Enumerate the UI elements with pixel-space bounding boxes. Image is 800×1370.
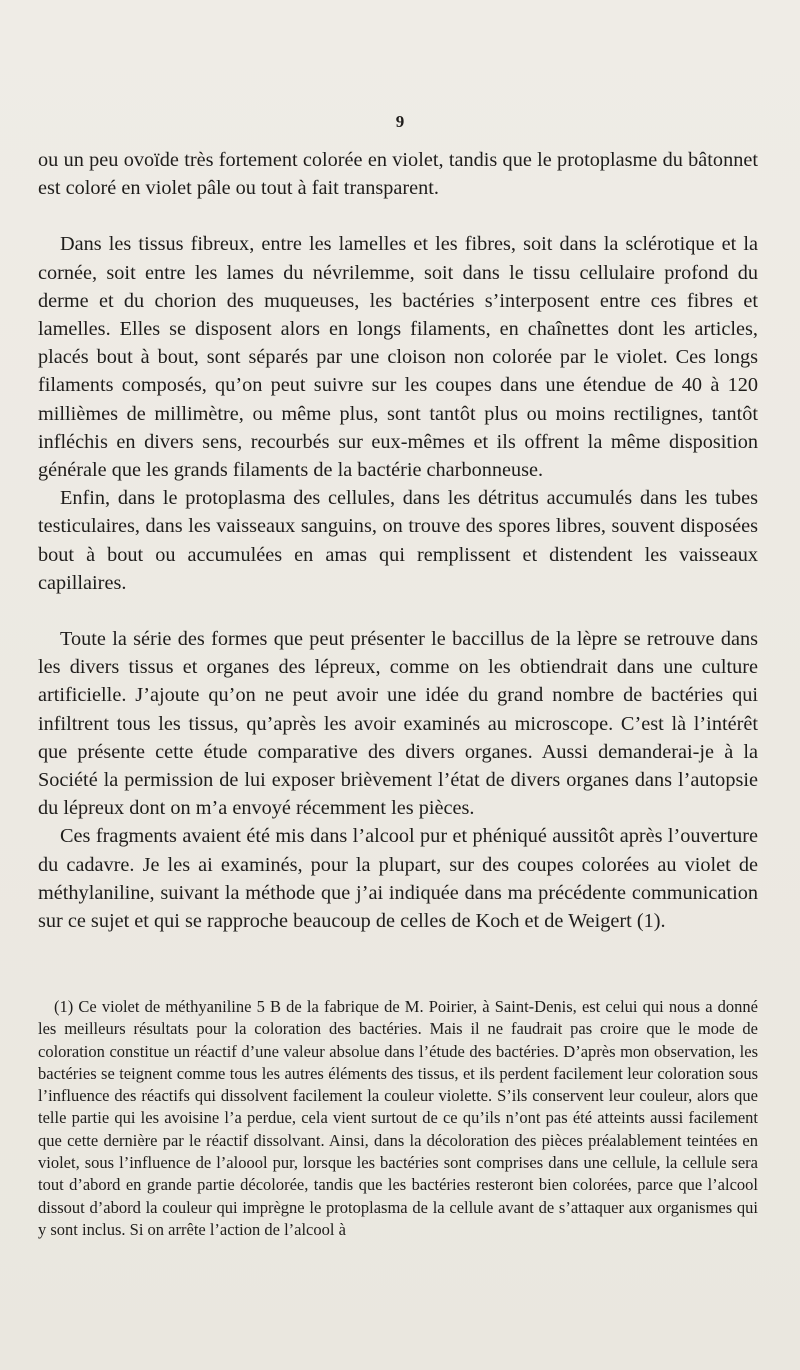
footnotes [38, 996, 758, 1241]
body-text [38, 146, 758, 935]
page-number: 9 [395, 112, 405, 131]
paragraph-leprosy-forms: Toute la série des formes que peut présenter le baccillus de la lèpre se retrouve dans les divers tissus et organes des lépreux, comme on les obtiendrait dans une culture artificielle. J’ajoute qu’on ne peut avoir une idée du grand nombre de bactéries qui infiltrent tous les tissus, qu’après les avoir examinés au microscope. C’est là l’intérêt que présente cette étude comparative des divers organes. Aussi demanderai-je à la Société la permission de lui exposer brièvement l’état de divers organes dans l’autopsie du lépreux dont on m’a envoyé récemment les pièces. [38, 628, 758, 820]
footnote-1: (1) Ce violet de méthyaniline 5 B de la fabrique de M. Poirier, à Saint-Denis, est celui qui nous a donné les meilleurs résultats pour la coloration des bactéries. Mais il ne faudrait pas croire que le mode de coloration constitue un réactif d’une valeur absolue dans l’étude des bactéries. D’après mon observation, les bactéries se teignent comme tous les autres éléments des tissus, et ils perdent facilement leur coloration sous l’influence des réactifs qui dissolvent facilement la couleur violette. S’ils conservent leur couleur, alors que telle partie qui les avoisine l’a perdue, cela vient surtout de ce qu’ils n’ont pas été atteints aussi facilement que cette dernière par le réactif dissolvant. Ainsi, dans la décoloration des pièces préalablement teintées en violet, sous l’influence de l’aloool pur, lorsque les bactéries sont comprises dans une cellule, la cellule sera tout d’abord en grande partie décolorée, tandis que les bactéries resteront bien colorées, parce que l’alcool dissout d’abord la couleur qui imprègne le protoplasma de la cellule avant de s’attaquer aux organismes qui y sont inclus. Si on arrête l’action de l’alcool à [38, 997, 758, 1239]
paragraph-protoplasma-spores: Enfin, dans le protoplasma des cellules, dans les détritus accumulés dans les tubes testiculaires, dans les vaisseaux sanguins, on trouve des spores libres, souvent disposées bout à bout ou accumulées en amas qui remplissent et distendent les vaisseaux capillaires. [38, 487, 758, 594]
paragraph-fibrous-tissues: Dans les tissus fibreux, entre les lamelles et les fibres, soit dans la sclérotique et la cornée, soit entre les lames du névrilemme, soit dans le tissu cellulaire profond du derme et du chorion des muqueuses, les bactéries s’interposent entre ces fibres et lamelles. Elles se disposent alors en longs filaments, en chaînettes dont les articles, placés bout à bout, sont séparés par une cloison non colorée par le violet. Ces longs filaments composés, qu’on peut suivre sur les coupes dans une étendue de 40 à 120 millièmes de millimètre, ou même plus, sont tantôt plus ou moins rectilignes, tantôt infléchis en divers sens, recourbés sur eux-mêmes et ils offrent la même disposition générale que les grands filaments de la bactérie charbonneuse. [38, 233, 758, 482]
paragraph-continuation: ou un peu ovoïde très fortement colorée en violet, tandis que le protoplasme du bâtonnet est coloré en violet pâle ou tout à fait transparent. [38, 149, 758, 200]
paragraph-fragments-method: Ces fragments avaient été mis dans l’alcool pur et phéniqué aussitôt après l’ouverture du cadavre. Je les ai examinés, pour la plupart, sur des coupes colorées au violet de méthylaniline, suivant la méthode que j’ai indiquée dans ma précédente communication sur ce sujet et qui se rapproche beaucoup de celles de Koch et de Weigert (1). [38, 825, 758, 933]
